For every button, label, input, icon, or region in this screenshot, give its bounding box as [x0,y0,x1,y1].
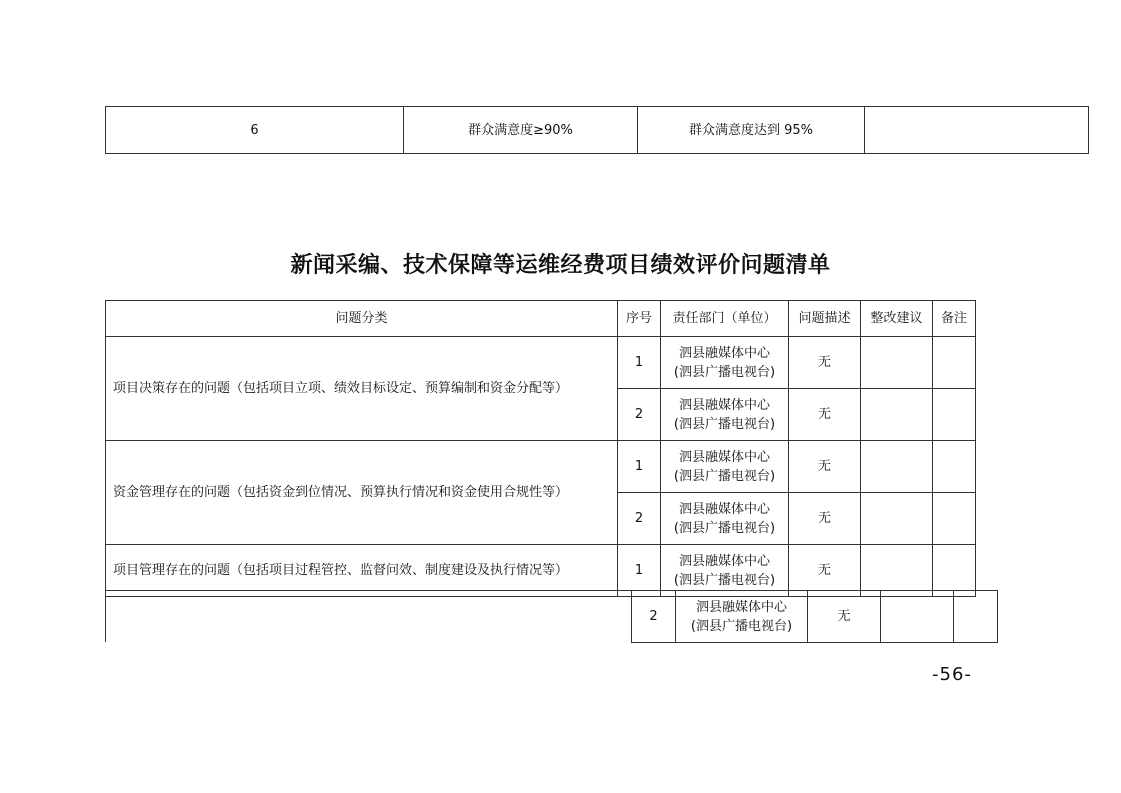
dept-name: 泗县融媒体中心 [678,553,770,569]
table-row [106,107,1089,154]
category-cell: 项目决策存在的问题（包括项目立项、绩效目标设定、预算编制和资金分配等） [106,337,618,441]
seq-cell: 2 [618,389,661,441]
seq-cell: 1 [618,441,661,493]
table-row [632,591,998,643]
category-cell: 资金管理存在的问题（包括资金到位情况、预算执行情况和资金使用合规性等） [106,441,618,545]
suggest-cell [861,389,933,441]
dept-name: 泗县融媒体中心 [695,599,787,615]
page-number: -56- [932,664,972,685]
header-seq: 序号 [618,301,661,337]
table-row [106,441,976,493]
row-number: 6 [106,107,404,154]
issue-list-table [105,300,976,597]
result-cell: 群众满意度达到 95% [638,107,865,154]
desc-cell: 无 [789,389,861,441]
suggest-cell [861,337,933,389]
dept-alias: (泗县广播电视台) [673,468,776,484]
header-desc: 问题描述 [789,301,861,337]
dept-name: 泗县融媒体中心 [678,449,770,465]
dept-cell [676,591,808,643]
desc-cell: 无 [789,337,861,389]
desc-cell: 无 [789,493,861,545]
dept-alias: (泗县广播电视台) [673,416,776,432]
previous-table-fragment [105,106,1089,154]
dept-cell [661,493,789,545]
suggest-cell [881,591,954,643]
dept-cell [661,337,789,389]
table-row [106,337,976,389]
remark-cell [933,337,976,389]
page-title: 新闻采编、技术保障等运维经费项目绩效评价问题清单 [290,253,831,278]
dept-alias: (泗县广播电视台) [673,364,776,380]
dept-cell [661,441,789,493]
header-category: 问题分类 [106,301,618,337]
remark-cell [933,493,976,545]
seq-cell: 1 [618,545,661,597]
remark-cell [933,545,976,597]
remark-cell [933,441,976,493]
desc-cell: 无 [789,545,861,597]
dept-alias: (泗县广播电视台) [673,572,776,588]
header-remark: 备注 [933,301,976,337]
dept-alias: (泗县广播电视台) [690,618,793,634]
suggest-cell [861,493,933,545]
dept-cell [661,389,789,441]
header-dept: 责任部门（单位） [661,301,789,337]
seq-cell: 2 [632,591,676,643]
note-cell [865,107,1089,154]
suggest-cell [861,441,933,493]
desc-cell: 无 [808,591,881,643]
dept-name: 泗县融媒体中心 [678,345,770,361]
header-suggest: 整改建议 [861,301,933,337]
dept-name: 泗县融媒体中心 [678,397,770,413]
dept-alias: (泗县广播电视台) [673,520,776,536]
desc-cell: 无 [789,441,861,493]
dept-name: 泗县融媒体中心 [678,501,770,517]
remark-cell [954,591,998,643]
continued-category-cell [105,590,631,642]
indicator-cell: 群众满意度≥90% [404,107,638,154]
table-header-row [106,301,976,337]
remark-cell [933,389,976,441]
table-row [106,545,976,597]
continued-row-table [631,590,998,643]
suggest-cell [861,545,933,597]
seq-cell: 2 [618,493,661,545]
seq-cell: 1 [618,337,661,389]
dept-cell [661,545,789,597]
category-cell: 项目管理存在的问题（包括项目过程管控、监督问效、制度建设及执行情况等） [106,545,618,597]
